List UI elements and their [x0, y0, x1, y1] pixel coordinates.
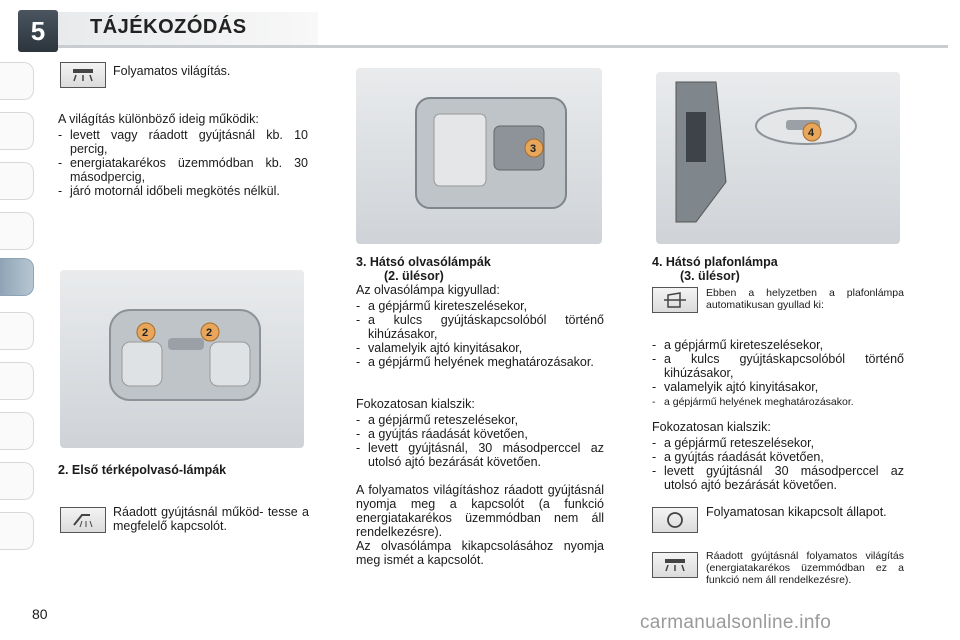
side-tab-4[interactable]	[0, 212, 34, 250]
door-activated-light-icon	[652, 287, 698, 313]
list-item: - a kulcs gyújtáskapcsolóból történő kihúzásakor,	[356, 313, 604, 341]
section-title-2: 2. Első térképolvasó-lámpák	[58, 463, 227, 477]
chapter-number-tab: 5	[18, 10, 58, 52]
photo-callout-3: 3	[530, 143, 537, 155]
rear-ceiling-lamp-photo	[656, 72, 900, 244]
reading-lamp-off-list	[356, 413, 604, 469]
side-tab-7[interactable]	[0, 362, 34, 400]
section-title-4: 4. Hátsó plafonlámpa (3. ülésor)	[652, 255, 778, 283]
list-item: - a gépjármű helyének meghatározásakor.	[356, 355, 594, 369]
header-rule	[58, 45, 948, 48]
side-tab-8[interactable]	[0, 412, 34, 450]
list-item: - a gyújtás ráadását követően,	[356, 427, 528, 441]
watermark: carmanualsonline.info	[640, 612, 832, 633]
list-item: - a gépjármű reteszelésekor,	[652, 436, 815, 450]
switch-note: Ráadott gyújtásnál működ- tesse a megfelelő kapcsolót.	[113, 505, 309, 533]
list-item: - a gépjármű kireteszelésekor,	[356, 299, 528, 313]
photo-callout-4: 4	[808, 127, 815, 139]
section-title-3: 3. Hátsó olvasólámpák (2. ülésor)	[356, 255, 491, 283]
list-item: - a gyújtás ráadását követően,	[652, 450, 824, 464]
auto-on-note: Ebben a helyzetben a plafonlámpa automatikusan gyullad ki:	[706, 287, 904, 311]
list-item: - levett gyújtásnál 30 másodperccel az utolsó ajtó bezárását követően.	[652, 464, 904, 492]
always-off-icon	[652, 507, 698, 533]
list-item: - a gépjármű helyének meghatározásakor.	[652, 396, 854, 408]
side-index-tabs	[0, 62, 34, 582]
side-tab-5-active[interactable]	[0, 258, 34, 296]
ceiling-lamp-on-list	[652, 338, 904, 408]
page-number: 80	[32, 606, 48, 622]
ceiling-lamp-off-intro: Fokozatosan kialszik:	[652, 420, 771, 434]
list-item: - levett vagy ráadott gyújtásnál kb. 10 percig,	[58, 128, 308, 156]
side-tab-10[interactable]	[0, 512, 34, 550]
continuous-light-label: Folyamatos világítás.	[113, 64, 231, 78]
duration-intro: A világítás különböző ideig működik:	[58, 112, 259, 126]
reading-lamp-on-intro: Az olvasólámpa kigyullad:	[356, 283, 500, 297]
map-lamp-switch-icon	[60, 507, 106, 533]
list-item: - valamelyik ajtó kinyitásakor,	[652, 380, 819, 394]
rear-reading-lamp-photo	[356, 68, 602, 244]
ceiling-lamp-off-list	[652, 436, 904, 492]
list-item: - energiatakarékos üzemmódban kb. 30 másodpercig,	[58, 156, 308, 184]
list-item: - járó motornál időbeli megkötés nélkül.	[58, 184, 280, 198]
side-tab-6[interactable]	[0, 312, 34, 350]
side-tab-2[interactable]	[0, 112, 34, 150]
continuous-light-icon-rear	[652, 552, 698, 578]
page-title: TÁJÉKOZÓDÁS	[90, 16, 247, 38]
list-item: - levett gyújtásnál, 30 másodperccel az utolsó ajtó bezárását követően.	[356, 441, 604, 469]
switch-off-paragraph: Az olvasólámpa kikapcsolásához nyomja meg ismét a kapcsolót.	[356, 539, 604, 567]
continuous-paragraph: A folyamatos világításhoz ráadott gyújtásnál nyomja meg a kapcsolót (a funkció energiatakarékos üzemmódban nem áll rendelkezésre).	[356, 483, 604, 539]
continuous-light-note-rear: Ráadott gyújtásnál folyamatos világítás (energiatakarékos üzemmódban ez a funkció nem áll rendelkezésre).	[706, 550, 904, 586]
side-tab-1[interactable]	[0, 62, 34, 100]
reading-lamp-on-list	[356, 299, 604, 369]
side-tab-9[interactable]	[0, 462, 34, 500]
photo-callout-2b: 2	[206, 327, 213, 339]
list-item: - a kulcs gyújtáskapcsolóból történő kihúzásakor,	[652, 352, 904, 380]
photo-callout-2a: 2	[142, 327, 149, 339]
continuous-light-icon	[60, 62, 106, 88]
list-item: - a gépjármű reteszelésekor,	[356, 413, 519, 427]
list-item: - valamelyik ajtó kinyitásakor,	[356, 341, 523, 355]
side-tab-3[interactable]	[0, 162, 34, 200]
reading-lamp-off-intro: Fokozatosan kialszik:	[356, 397, 475, 411]
front-map-lamps-photo	[60, 270, 304, 448]
always-off-note: Folyamatosan kikapcsolt állapot.	[706, 505, 887, 519]
list-item: - a gépjármű kireteszelésekor,	[652, 338, 824, 352]
duration-list	[58, 128, 308, 198]
